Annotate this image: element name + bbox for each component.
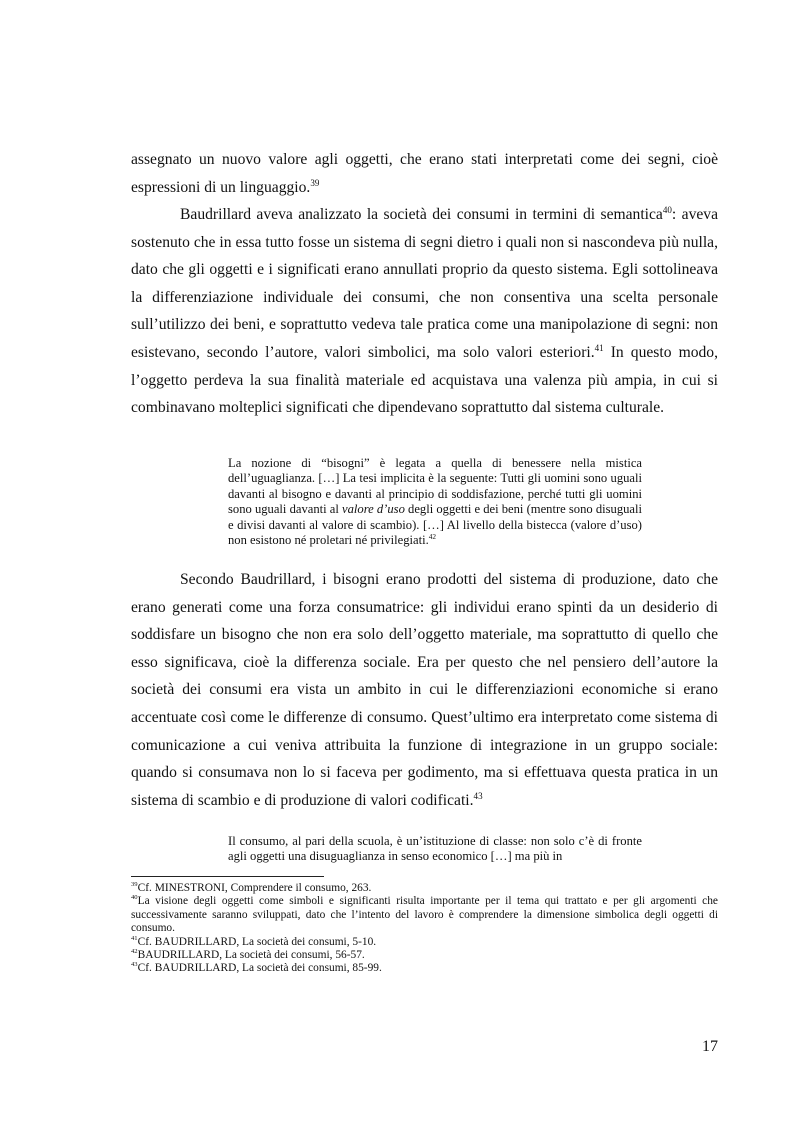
footnote-text: Cf. BAUDRILLARD, La società dei consumi, 85-99.	[137, 962, 382, 975]
block-quote-bisogni	[228, 456, 642, 548]
footnote-text: Cf. MINESTRONI, Comprendere il consumo, 263.	[137, 882, 372, 894]
footnote-number: 42	[131, 948, 138, 956]
paragraph-text: Secondo Baudrillard, i bisogni erano prodotti del sistema di produzione, dato che erano generati come una forza consumatrice: gli individui erano spinti da un desiderio di soddisfare un bisogno che non era solo dell’oggetto materiale, ma soprattutto di quello che esso significava, cioè la differenza sociale. Era per questo che nel pensiero dell’autore la società dei consumi era vista un ambito in cui le differenziazioni economiche si erano accentuate così come le differenze di consumo. Quest’ultimo era interpretato come sistema di comunicazione a cui veniva attribuita la funzione di integrazione in un gruppo sociale: quando si consumava non lo si faceva per godimento, ma si effettuava questa pratica in un sistema di scambio e di produzione di valori codificati.	[131, 571, 718, 809]
footnote-number: 39	[131, 881, 138, 889]
footnote-number: 40	[131, 894, 138, 902]
paragraph-bisogni-produzione	[131, 566, 718, 814]
quote-text: La nozione di “bisogni” è legata a quella di benessere nella mistica dell’uguaglianza. […] La tesi implicita è la seguente: Tutti gli uomini sono uguali davanti al bisogno e davanti al principio di soddisfazione, perché tutti gli uomini sono uguali davanti al	[228, 456, 642, 517]
footnote-43	[131, 962, 718, 975]
footnote-41	[131, 936, 718, 949]
footnotes	[131, 882, 718, 976]
footnote-ref-39: 39	[310, 177, 320, 188]
footnote-ref-40: 40	[662, 204, 672, 215]
paragraph-intro	[131, 146, 718, 201]
footnote-text: Cf. BAUDRILLARD, La società dei consumi, 5-10.	[137, 935, 377, 948]
footnote-39	[131, 882, 718, 895]
footnote-text: La visione degli oggetti come simboli e significanti risulta importante per il tema qui trattato e per gli argomenti che successivamente saranno sviluppati, dato che l’intento del lavoro è comprendere la dimensione simbolica degli oggetti di consumo.	[131, 895, 718, 935]
footnote-separator	[131, 876, 324, 877]
footnote-40	[131, 895, 718, 935]
footnote-ref-43: 43	[473, 790, 483, 801]
footnote-text: BAUDRILLARD, La società dei consumi, 56-57.	[137, 949, 365, 962]
page-number: 17	[702, 1038, 718, 1055]
quote-text: Il consumo, al pari della scuola, è un’istituzione di classe: non solo c’è di fronte agli oggetti una disuguaglianza in senso economico […] ma più in	[228, 834, 642, 864]
block-quote-consumo	[228, 834, 642, 865]
paragraph-text: assegnato un nuovo valore agli oggetti, che erano stati interpretati come dei segni, cioè espressioni di un linguaggio.	[131, 151, 718, 196]
footnote-ref-42: 42	[428, 531, 437, 541]
footnote-42	[131, 949, 718, 962]
paragraph-text: In questo modo, l’oggetto perdeva la sua finalità materiale ed acquistava una valenza più ampia, in cui si combinavano molteplici significati che dipendevano soprattutto dal sistema culturale.	[131, 343, 718, 417]
quote-italic-text: valore d’uso	[342, 502, 405, 517]
paragraph-text: : aveva sostenuto che in essa tutto fosse un sistema di segni dietro i quali non si nascondeva più nulla, dato che gli oggetti e i significati erano annullati proprio da questo sistema. Egli sottolineava la differenziazione individuale dei consumi, che non consentiva una scelta personale sull’utilizzo dei beni, e soprattutto vedeva tale pratica come una manipolazione di segni: non esistevano, secondo l’autore, valori simbolici, ma solo valori esteriori.	[131, 206, 719, 361]
footnote-ref-41: 41	[594, 342, 604, 353]
footnote-number: 41	[131, 934, 138, 942]
paragraph-baudrillard-semantics	[131, 201, 718, 422]
paragraph-text: Baudrillard aveva analizzato la società dei consumi in termini di semantica	[180, 206, 663, 223]
quote-text: degli oggetti e dei beni (mentre sono disuguali e divisi davanti al valore di scambio). […] Al livello della bistecca (valore d’uso) non esistono né proletari né privilegiati.	[228, 502, 643, 548]
footnote-number: 43	[131, 961, 138, 969]
